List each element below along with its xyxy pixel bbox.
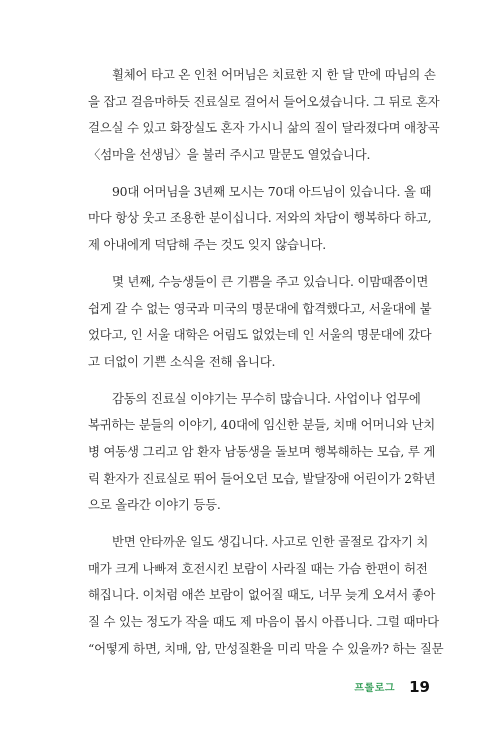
- text-line: 질 수 있는 정도가 작을 때도 제 마음이 몹시 아픕니다. 그럴 때마다: [88, 614, 439, 630]
- text-line: 매가 크게 나빠져 호전시킨 보람이 사라질 때는 가슴 한편이 허전: [88, 560, 428, 576]
- text-line: 걸으실 수 있고 화장실도 혼자 가시니 삶의 질이 달라졌다며 애창곡: [88, 120, 440, 136]
- paragraph-3: [88, 269, 450, 376]
- body-text: [88, 62, 450, 672]
- paragraph-4: [88, 386, 450, 519]
- text-line: 제 아내에게 덕담해 주는 것도 잊지 않습니다.: [88, 237, 327, 253]
- text-line: 휠체어 타고 온 인천 어머님은 치료한 지 한 달 만에 따님의 손: [112, 67, 436, 82]
- text-line: 을 잡고 걸음마하듯 진료실로 걸어서 들어오셨습니다. 그 뒤로 혼자: [88, 93, 440, 109]
- text-line: 복귀하는 분들의 이야기, 40대에 임신한 분들, 치매 어머니와 난치: [88, 417, 435, 433]
- text-line: 었다고, 인 서울 대학은 어림도 없었는데 인 서울의 명문대에 갔다: [88, 327, 432, 343]
- text-line: 고 더없이 기쁜 소식을 전해 옵니다.: [88, 353, 276, 369]
- text-line: 반면 안타까운 일도 생깁니다. 사고로 인한 골절로 갑자기 치: [112, 534, 429, 549]
- section-label: 프롤로그: [354, 683, 396, 694]
- text-line: 해집니다. 이처럼 애쓴 보람이 없어질 때도, 너무 늦게 오셔서 좋아: [88, 587, 436, 603]
- text-line: 쉽게 갈 수 없는 영국과 미국의 명문대에 합격했다고, 서울대에 붙: [88, 300, 432, 316]
- text-line: 몇 년째, 수능생들이 큰 기쁨을 주고 있습니다. 이맘때쯤이면: [112, 273, 429, 289]
- text-line: “어떻게 하면, 치매, 암, 만성질환을 미리 막을 수 있을까? 하는 질문: [88, 640, 444, 656]
- paragraph-5: [88, 529, 450, 662]
- text-line: 병 여동생 그리고 암 환자 남동생을 돌보며 행복해하는 모습, 루 게: [88, 443, 436, 459]
- text-line: 〈섬마을 선생님〉을 불러 주시고 말문도 열었습니다.: [88, 147, 371, 163]
- paragraph-2: [88, 179, 450, 259]
- text-line: 90대 어머님을 3년째 모시는 70대 아드님이 있습니다. 올 때: [112, 183, 432, 199]
- text-line: 마다 항상 웃고 조용한 분이십니다. 저와의 차담이 행복하다 하고,: [88, 210, 432, 226]
- paragraph-1: [88, 62, 450, 169]
- page-number: 19: [409, 677, 430, 696]
- text-line: 릭 환자가 진료실로 뛰어 들어오던 모습, 발달장애 어린이가 2학년: [88, 470, 436, 486]
- page-footer: [0, 676, 430, 696]
- text-line: 으로 올라간 이야기 등등.: [88, 497, 221, 513]
- text-line: 감동의 진료실 이야기는 무수히 많습니다. 사업이나 업무에: [112, 390, 421, 406]
